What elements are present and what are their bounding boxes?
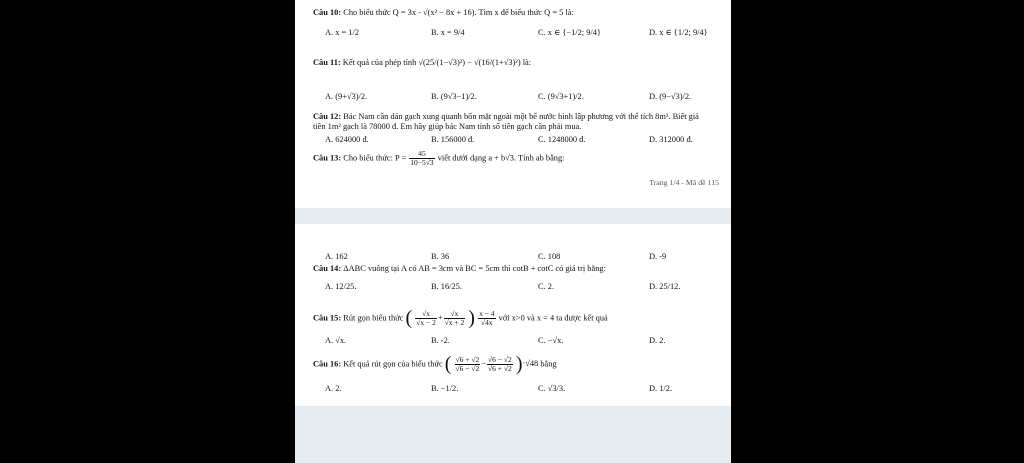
q12-label: Câu 12:: [313, 112, 342, 121]
page-1: [295, 0, 731, 208]
q15-prefix: Rút gọn biểu thức: [343, 313, 404, 323]
q13-suffix: viết dưới dạng a + b√3. Tính ab bằng:: [437, 153, 565, 163]
q13-frac-den: 10−5√3: [410, 158, 434, 167]
q10-option-d: D. x ∈ {1/2; 9/4}: [649, 28, 708, 37]
q10-option-a: A. x = 1/2: [325, 28, 360, 37]
q14-option-d: D. 25/12.: [649, 282, 681, 291]
q16-option-c: C. √3/3.: [538, 384, 566, 393]
q13-frac-num: 45: [409, 150, 434, 159]
q16-suffix: bằng: [540, 359, 557, 369]
q13-option-d: D. -9: [649, 252, 667, 261]
q11-label: Câu 11:: [313, 58, 341, 67]
q15-suffix: với x>0 và x = 4 ta được kết quả: [498, 313, 608, 323]
q11-option-c: C. (9√3+1)/2.: [538, 92, 584, 101]
q14-option-a: A. 12/25.: [325, 282, 357, 291]
q15-option-c: C. −√x.: [538, 336, 564, 345]
q10-option-c: C. x ∈ {−1/2; 9/4}: [538, 28, 601, 37]
q15-expression: ( $\frac{√x}{√x - 2}$ + $\frac{√x}{√x + 2}$ ) $\frac{x - 4}{√4x}$: [405, 307, 495, 330]
q14-option-b: B. 16/25.: [431, 282, 462, 291]
q16-option-a: A. 2.: [325, 384, 342, 393]
q13-option-a: A. 162: [325, 252, 348, 261]
q15-option-a: A. √x.: [325, 336, 347, 345]
q14-label: Câu 14:: [313, 264, 342, 273]
q10-label: Câu 10:: [313, 8, 342, 17]
q11-option-b: B. (9√3−1)/2.: [431, 92, 477, 101]
q11-option-a: A. (9+√3)/2.: [325, 92, 368, 101]
q10-text: Cho biểu thức Q = 3x - √(x² − 8x + 16). Tìm x để biểu thức Q = 5 là:: [343, 8, 574, 17]
q10-option-b: B. x = 9/4: [431, 28, 465, 37]
q13-label: Câu 13:: [313, 153, 342, 163]
q13-fraction: [409, 150, 434, 167]
q16-option-d: D. 1/2.: [649, 384, 673, 393]
q16-label: Câu 16:: [313, 359, 342, 369]
q12-option-b: B. 156000 đ.: [431, 135, 475, 144]
q12-option-d: D. 312000 đ.: [649, 135, 693, 144]
q16-prefix: Kết quả rút gọn của biểu thức: [343, 359, 443, 369]
q13-option-c: C. 108: [538, 252, 561, 261]
q15-option-b: B. -2.: [431, 336, 450, 345]
q13-option-b: B. 36: [431, 252, 450, 261]
q16-option-b: B. −1/2.: [431, 384, 459, 393]
page-footer: Trang 1/4 - Mã đề 115: [649, 178, 719, 187]
document-viewer[interactable]: [295, 0, 731, 463]
q11-text: Kết quả của phép tính √(25/(1−√3)²) − √(16/(1+√3)²) là:: [342, 58, 532, 67]
q15-label: Câu 15:: [313, 313, 342, 323]
q13-prefix: Cho biểu thức: P =: [343, 153, 407, 163]
q14-text: ΔABC vuông tại A có AB = 3cm và BC = 5cm thì cotB + cotC có giá trị bằng:: [343, 264, 606, 273]
q15-option-d: D. 2.: [649, 336, 666, 345]
q11-option-d: D. (9−√3)/2.: [649, 92, 692, 101]
q12-text: Bác Nam cần dán gạch xung quanh bốn mặt ngoài một bể nước hình lập phương với thể tích 8m³. Biết giá tiền 1m² gạch là 78000 đ. Em hãy giúp bác Nam tính số tiền gạch cần phải mua.: [313, 112, 699, 131]
q12-option-c: C. 1248000 đ.: [538, 135, 586, 144]
q16-expression: ( $\frac{√6 + √2}{√6 - √2}$ − $\frac{√6 - √2}{√6 + √2}$ )·√48: [444, 353, 541, 376]
q14-option-c: C. 2.: [538, 282, 555, 291]
q12-option-a: A. 624000 đ.: [325, 135, 369, 144]
page-2: [295, 224, 731, 406]
